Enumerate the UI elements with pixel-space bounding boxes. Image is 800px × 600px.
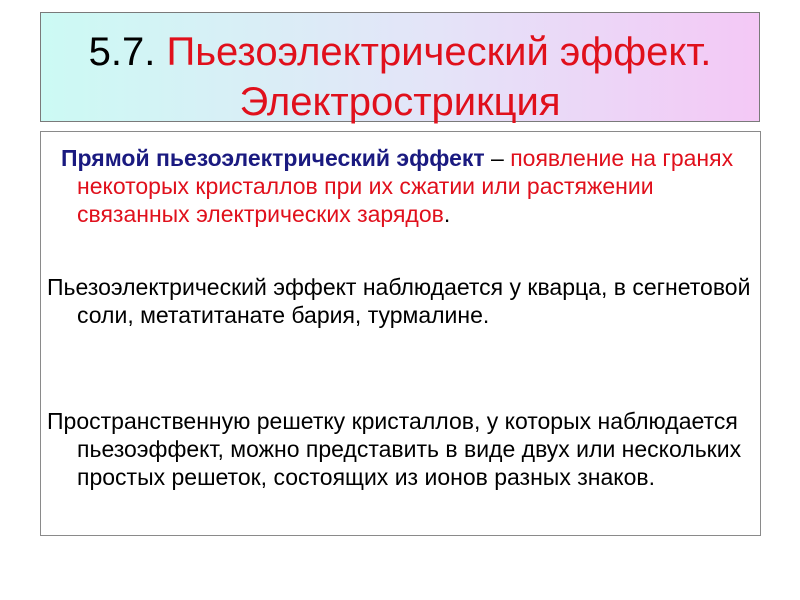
definition-period: . xyxy=(443,201,451,227)
definition-dash: – xyxy=(484,145,511,171)
paragraph-materials: Пьезоэлектрический эффект наблюдается у кварца, в сегнетовой соли, метатитанате бария, турмалине. xyxy=(47,274,751,328)
slide-title-line-2: Электрострикция xyxy=(239,80,561,124)
direct-effect-term: Прямой пьезоэлектрический эффект xyxy=(61,145,485,171)
paragraph-lattice: Пространственную решетку кристаллов, у которых наблюдается пьезоэффект, можно представить в виде двух или нескольких простых решеток, состоящих из ионов разных знаков. xyxy=(47,408,742,490)
paragraph-direct-effect xyxy=(47,144,757,228)
section-number: 5.7. xyxy=(88,30,156,74)
slide-title-line-1 xyxy=(41,27,759,77)
slide-title-box xyxy=(40,12,760,122)
slide-body xyxy=(40,131,761,536)
direct-effect-definition: появление на гранях некоторых кристаллов при их сжатии или растяжении связанных электрических зарядов xyxy=(77,145,734,227)
slide-title-text: Пьезоэлектрический эффект. xyxy=(166,30,712,74)
